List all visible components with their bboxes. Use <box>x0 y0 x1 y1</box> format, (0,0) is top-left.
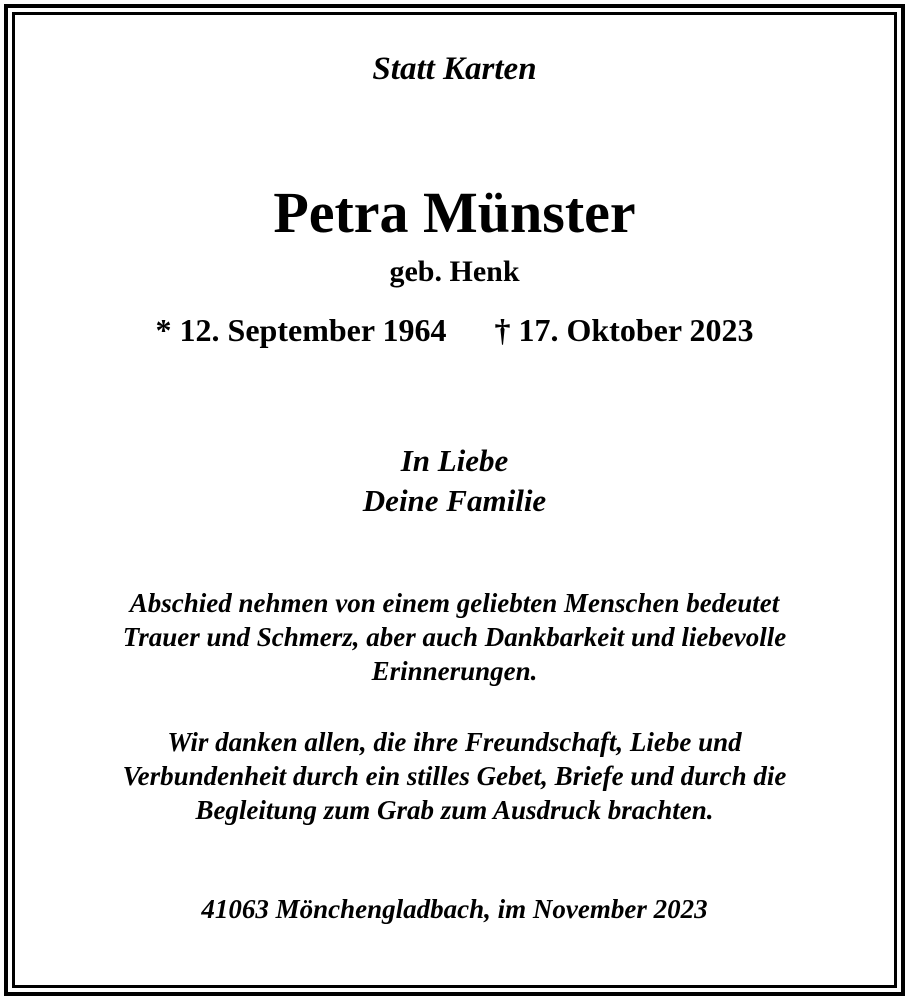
signature-line: Deine Familie <box>362 483 547 518</box>
place-date: 41063 Mönchengladbach, im November 2023 <box>201 894 708 924</box>
notice-header: Statt Karten <box>372 51 537 87</box>
thanks-text-line: Begleitung zum Grab zum Ausdruck brachten. <box>195 795 714 825</box>
birth-date: * 12. September 1964 <box>155 312 447 348</box>
death-date: † 17. Oktober 2023 <box>494 312 754 348</box>
maiden-name: geb. Henk <box>389 255 520 288</box>
farewell-text-line: Abschied nehmen von einem geliebten Menschen bedeutet <box>129 588 780 618</box>
signature-line: In Liebe <box>400 443 509 478</box>
farewell-text-line: Trauer und Schmerz, aber auch Dankbarkeit und liebevolle <box>122 622 787 652</box>
life-dates <box>0 314 909 346</box>
thanks-text-line: Verbundenheit durch ein stilles Gebet, Briefe und durch die <box>122 761 787 791</box>
thanks-text-line: Wir danken allen, die ihre Freundschaft, Liebe und <box>167 727 742 757</box>
deceased-name: Petra Münster <box>273 180 636 245</box>
farewell-text-line: Erinnerungen. <box>371 656 538 686</box>
